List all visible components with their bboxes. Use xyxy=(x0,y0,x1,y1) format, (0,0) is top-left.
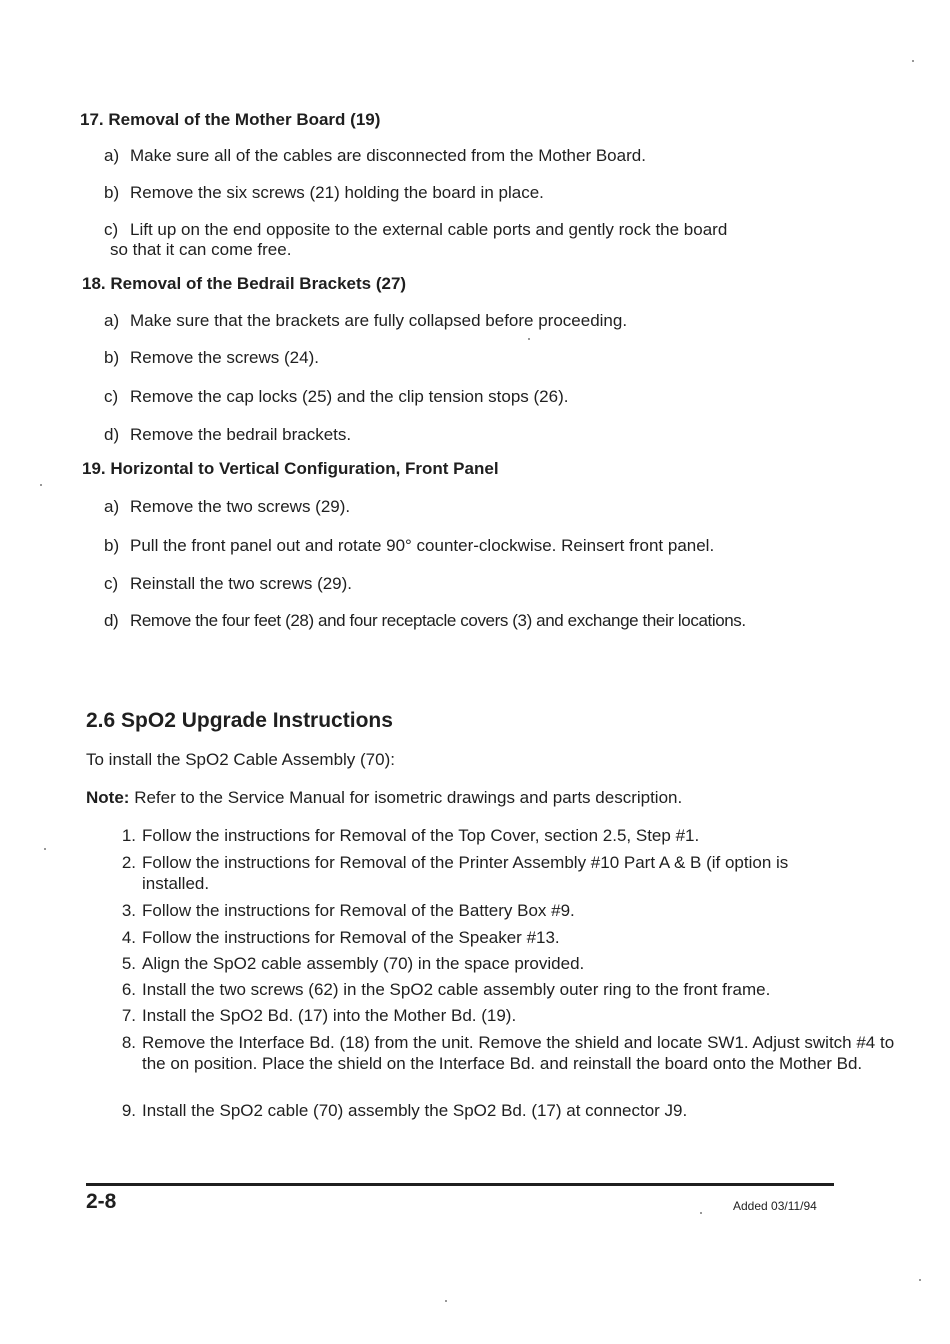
list-item-3 xyxy=(110,901,575,921)
step-18d xyxy=(104,425,351,445)
step-text: Pull the front panel out and rotate 90° counter-clockwise. Reinsert front panel. xyxy=(130,536,715,555)
note-text: Refer to the Service Manual for isometric drawings and parts description. xyxy=(134,788,683,807)
step-18c xyxy=(104,387,568,407)
step-18a xyxy=(104,311,627,331)
item-number: 7. xyxy=(121,1006,136,1025)
item-text: Install the SpO2 cable (70) assembly the SpO2 Bd. (17) at connector J9. xyxy=(142,1101,688,1120)
step-label: b) xyxy=(104,348,120,367)
revision-note: Added 03/11/94 xyxy=(733,1199,817,1213)
step-label: d) xyxy=(104,611,119,630)
note-paragraph xyxy=(86,788,682,808)
item-number: 1. xyxy=(121,826,136,845)
step-label: b) xyxy=(104,536,120,555)
step-text: Lift up on the end opposite to the external cable ports and gently rock the board xyxy=(130,220,728,239)
step-text: Make sure all of the cables are disconnected from the Mother Board. xyxy=(130,146,646,165)
step-text: Remove the two screws (29). xyxy=(130,497,351,516)
step-label: c) xyxy=(104,220,119,239)
heading-removal-bedrail-brackets: 18. Removal of the Bedrail Brackets (27) xyxy=(82,274,407,293)
item-text: Follow the instructions for Removal of the Battery Box #9. xyxy=(142,901,575,920)
scan-speck xyxy=(919,1279,921,1281)
list-item-2 xyxy=(110,852,842,894)
step-text: Remove the screws (24). xyxy=(130,348,319,367)
list-item-8 xyxy=(110,1032,902,1074)
list-item-5 xyxy=(110,954,584,974)
heading-horizontal-to-vertical: 19. Horizontal to Vertical Configuration, Front Panel xyxy=(82,459,499,478)
item-number: 2. xyxy=(121,853,136,872)
step-text: Make sure that the brackets are fully collapsed before proceeding. xyxy=(130,311,628,330)
note-label: Note: xyxy=(86,788,130,807)
list-item-9 xyxy=(110,1101,687,1121)
list-item-7 xyxy=(110,1006,516,1026)
step-text: Reinstall the two screws (29). xyxy=(130,574,353,593)
item-text: Follow the instructions for Removal of the Printer Assembly #10 Part A & B (if option is installed. xyxy=(142,853,789,893)
step-17c-continued: so that it can come free. xyxy=(110,240,292,259)
scan-speck xyxy=(44,848,46,850)
step-19a xyxy=(104,497,350,517)
item-text: Install the two screws (62) in the SpO2 cable assembly outer ring to the front frame. xyxy=(142,980,771,999)
list-item-1 xyxy=(110,826,699,846)
scan-speck xyxy=(528,338,530,340)
step-text: Remove the bedrail brackets. xyxy=(130,425,352,444)
step-19d xyxy=(104,611,746,631)
page-number: 2-8 xyxy=(86,1190,117,1213)
item-number: 6. xyxy=(121,980,136,999)
item-text: Follow the instructions for Removal of the Speaker #13. xyxy=(142,928,560,947)
item-text: Follow the instructions for Removal of the Top Cover, section 2.5, Step #1. xyxy=(142,826,700,845)
step-label: c) xyxy=(104,387,119,406)
scan-speck xyxy=(700,1212,702,1214)
item-number: 8. xyxy=(121,1033,136,1052)
item-number: 4. xyxy=(121,928,136,947)
item-number: 9. xyxy=(121,1101,136,1120)
section-title-spo2-upgrade: 2.6 SpO2 Upgrade Instructions xyxy=(86,709,393,732)
step-18b xyxy=(104,348,319,368)
step-label: a) xyxy=(104,146,120,165)
step-label: a) xyxy=(104,497,120,516)
step-text: Remove the cap locks (25) and the clip tension stops (26). xyxy=(130,387,569,406)
step-19b xyxy=(104,536,714,556)
item-text: Install the SpO2 Bd. (17) into the Mother Bd. (19). xyxy=(142,1006,517,1025)
step-17b xyxy=(104,183,544,203)
heading-removal-mother-board: 17. Removal of the Mother Board (19) xyxy=(80,110,381,129)
step-text: Remove the four feet (28) and four receptacle covers (3) and exchange their locations. xyxy=(130,611,746,630)
intro-text: To install the SpO2 Cable Assembly (70): xyxy=(86,750,395,769)
item-text: Align the SpO2 cable assembly (70) in the space provided. xyxy=(142,954,585,973)
item-number: 5. xyxy=(121,954,136,973)
step-label: a) xyxy=(104,311,120,330)
list-item-4 xyxy=(110,928,560,948)
step-17c xyxy=(104,220,727,240)
step-17a xyxy=(104,146,646,166)
scan-speck xyxy=(40,484,42,486)
step-19c xyxy=(104,574,352,594)
footer-rule xyxy=(86,1183,834,1186)
step-label: d) xyxy=(104,425,120,444)
scan-speck xyxy=(912,60,914,62)
item-text: Remove the Interface Bd. (18) from the unit. Remove the shield and locate SW1. Adjust switch #4 to the on position. Place the shield on the Interface Bd. and reinstall the board onto the Mother Bd. xyxy=(142,1033,895,1073)
list-item-6 xyxy=(110,980,770,1000)
step-label: c) xyxy=(104,574,119,593)
scan-speck xyxy=(445,1300,447,1302)
item-number: 3. xyxy=(121,901,136,920)
step-label: b) xyxy=(104,183,120,202)
step-text: Remove the six screws (21) holding the board in place. xyxy=(130,183,544,202)
